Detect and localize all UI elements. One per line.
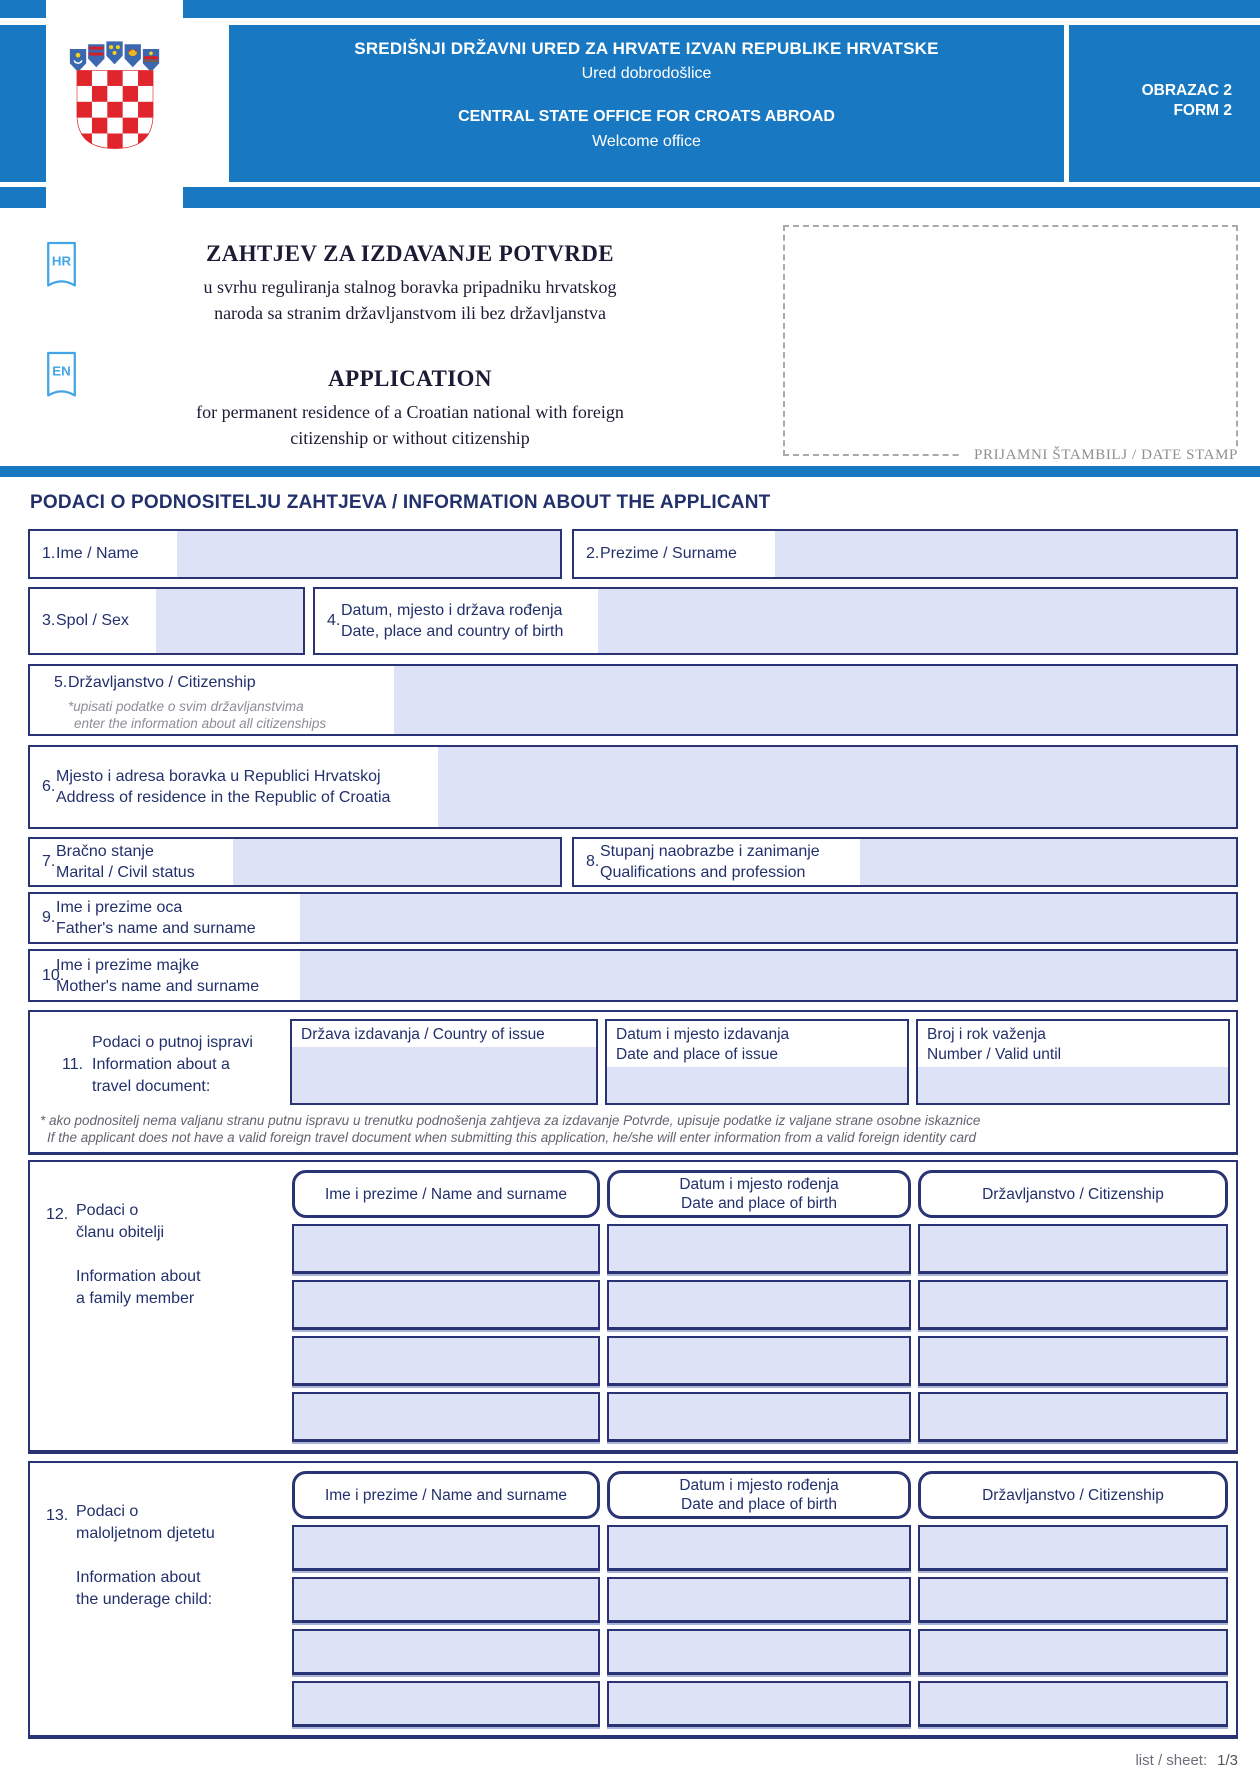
office-subname-en: Welcome office	[592, 133, 701, 150]
field-number: 8.	[586, 853, 600, 870]
field-number: 5.	[54, 674, 68, 691]
name-input[interactable]	[177, 531, 560, 577]
field-label-name: Ime / Name	[56, 545, 139, 562]
birth-input[interactable]	[598, 589, 1236, 653]
field-address	[28, 745, 1238, 829]
travel-date-place-of-issue	[605, 1019, 909, 1105]
field-number: 11.	[62, 1056, 84, 1073]
field-label-qualifications: Stupanj naobrazbe i zanimanje Qualifications and profession	[600, 843, 820, 881]
field-underage-child	[28, 1461, 1238, 1739]
family-member-birth-input[interactable]	[607, 1336, 911, 1386]
field-citizenship	[28, 664, 1238, 736]
section-divider-band	[0, 466, 1260, 477]
surname-input[interactable]	[775, 531, 1236, 577]
family-member-citizenship-input[interactable]	[918, 1224, 1228, 1274]
family-member-citizenship-input[interactable]	[918, 1336, 1228, 1386]
travel-document-label: 11. Podaci o putnoj ispravi Information about a travel document:	[62, 1034, 253, 1095]
child-name-input[interactable]	[292, 1525, 600, 1571]
crest-crown	[69, 41, 158, 72]
form-code-en: FORM 2	[1173, 102, 1232, 119]
column-header-citizenship: Državljanstvo / Citizenship	[918, 1471, 1228, 1519]
header-bottom-stripe	[0, 187, 1260, 208]
child-citizenship-input[interactable]	[918, 1577, 1228, 1623]
header-top-stripe	[0, 0, 1260, 18]
coat-of-arms-column	[46, 0, 183, 208]
field-name	[28, 529, 562, 579]
underage-child-table	[292, 1471, 1228, 1727]
field-number: 9.	[42, 909, 56, 926]
column-header-name: Ime i prezime / Name and surname	[292, 1471, 600, 1519]
sex-input[interactable]	[156, 589, 303, 653]
citizenship-input[interactable]	[394, 666, 1236, 734]
en-tag-label: EN	[52, 363, 71, 379]
field-label-birth: Datum, mjesto i država rođenja Date, place and country of birth	[341, 602, 564, 640]
title-hr: ZAHTJEV ZA IZDAVANJE POTVRDE	[205, 241, 615, 266]
family-member-label: 12. Podaci o članu obitelji Information about a family member	[46, 1202, 201, 1307]
date-stamp-label: PRIJAMNI ŠTAMBILJ / DATE STAMP	[962, 447, 1238, 464]
title-area	[0, 208, 1260, 463]
travel-country-of-issue	[290, 1019, 598, 1105]
country-of-issue-label: Država izdavanja / Country of issue	[301, 1026, 545, 1043]
number-validity-input[interactable]	[918, 1067, 1228, 1103]
citizenship-note: *upisati podatke o svim državljanstvima enter the information about all citizenships	[68, 699, 327, 731]
field-qualifications	[572, 837, 1238, 887]
child-birth-input[interactable]	[607, 1681, 911, 1727]
field-label-address: Mjesto i adresa boravka u Republici Hrvatskoj Address of residence in the Republic of Croatia	[56, 768, 391, 806]
office-name-hr: SREDIŠNJI DRŽAVNI URED ZA HRVATE IZVAN REPUBLIKE HRVATSKE	[354, 39, 939, 58]
field-number: 12.	[46, 1206, 69, 1223]
header	[0, 0, 1260, 208]
family-member-name-input[interactable]	[292, 1392, 600, 1442]
date-place-of-issue-label: Datum i mjesto izdavanja Date and place of issue	[616, 1026, 790, 1063]
column-header-citizenship: Državljanstvo / Citizenship	[918, 1170, 1228, 1218]
family-member-birth-input[interactable]	[607, 1280, 911, 1330]
sheet-counter	[0, 1752, 1238, 1769]
office-name-en: CENTRAL STATE OFFICE FOR CROATS ABROAD	[458, 108, 835, 125]
field-family-member	[28, 1160, 1238, 1454]
column-header-birth: Datum i mjesto rođenja Date and place of birth	[607, 1170, 911, 1218]
child-name-input[interactable]	[292, 1577, 600, 1623]
child-citizenship-input[interactable]	[918, 1525, 1228, 1571]
country-of-issue-input[interactable]	[292, 1047, 596, 1103]
child-birth-input[interactable]	[607, 1629, 911, 1675]
family-member-birth-input[interactable]	[607, 1392, 911, 1442]
child-birth-input[interactable]	[607, 1525, 911, 1571]
form-code-hr: OBRAZAC 2	[1141, 82, 1232, 99]
field-number: 4.	[327, 612, 341, 629]
father-name-input[interactable]	[300, 894, 1236, 942]
field-number: 2.	[586, 545, 600, 562]
office-subname-hr: Ured dobrodošlice	[581, 65, 712, 82]
family-member-birth-input[interactable]	[607, 1224, 911, 1274]
number-validity-label: Broj i rok važenja Number / Valid until	[927, 1026, 1062, 1063]
title-en: APPLICATION	[328, 366, 492, 391]
address-input[interactable]	[438, 747, 1236, 827]
child-name-input[interactable]	[292, 1681, 600, 1727]
family-member-name-input[interactable]	[292, 1224, 600, 1274]
child-citizenship-input[interactable]	[918, 1629, 1228, 1675]
field-father-name	[28, 892, 1238, 944]
section-title: PODACI O PODNOSITELJU ZAHTJEVA / INFORMATION ABOUT THE APPLICANT	[30, 492, 771, 513]
family-member-citizenship-input[interactable]	[918, 1280, 1228, 1330]
sheet-value: 1/3	[1217, 1752, 1238, 1769]
application-title-en	[110, 366, 710, 451]
family-member-table	[292, 1170, 1228, 1442]
hr-language-bookmark-icon	[46, 241, 77, 288]
field-number: 13.	[46, 1507, 69, 1524]
family-member-name-input[interactable]	[292, 1336, 600, 1386]
field-number: 7.	[42, 853, 56, 870]
marital-status-input[interactable]	[233, 839, 560, 885]
family-member-citizenship-input[interactable]	[918, 1392, 1228, 1442]
date-stamp-box	[783, 225, 1238, 463]
croatia-coat-of-arms-icon	[67, 34, 163, 160]
field-label-surname: Prezime / Surname	[600, 545, 737, 562]
child-birth-input[interactable]	[607, 1577, 911, 1623]
field-birth	[313, 587, 1238, 655]
field-number: 6.	[42, 778, 56, 795]
subtitle-en: for permanent residence of a Croatian national with foreign citizenship or without citizenship	[196, 402, 624, 448]
date-place-of-issue-input[interactable]	[607, 1067, 907, 1103]
column-header-birth: Datum i mjesto rođenja Date and place of birth	[607, 1471, 911, 1519]
qualifications-input[interactable]	[860, 839, 1236, 885]
sheet-label: list / sheet:	[1135, 1752, 1208, 1769]
subtitle-hr: u svrhu reguliranja stalnog boravka pripadniku hrvatskog naroda sa stranim državljanstvom ili bez državljanstva	[203, 277, 617, 323]
applicant-form	[28, 529, 1238, 1739]
hr-tag-label: HR	[51, 253, 72, 269]
application-title-hr	[110, 241, 710, 326]
field-surname	[572, 529, 1238, 579]
travel-document-note: * ako podnositelj nema valjanu stranu putnu ispravu u trenutku podnošenja zahtjeva za izdavanje Potvrde, upisuje podatke iz valjane strane osobne iskaznice If the applicant does not have a valid foreign travel document when submitting this application, he/she will enter information from a valid foreign identity card	[40, 1113, 981, 1145]
field-label-sex: Spol / Sex	[56, 612, 129, 629]
field-label-marital: Bračno stanje Marital / Civil status	[56, 843, 195, 881]
field-sex	[28, 587, 305, 655]
field-label-father: Ime i prezime oca Father's name and surname	[56, 899, 256, 937]
field-marital-status	[28, 837, 562, 887]
child-name-input[interactable]	[292, 1629, 600, 1675]
field-number: 1.	[42, 545, 56, 562]
field-travel-document	[28, 1010, 1238, 1155]
family-member-name-input[interactable]	[292, 1280, 600, 1330]
field-number: 3.	[42, 612, 56, 629]
form-code-band	[1069, 25, 1260, 182]
child-citizenship-input[interactable]	[918, 1681, 1228, 1727]
underage-child-label: 13. Podaci o maloljetnom djetetu Information about the underage child:	[46, 1503, 215, 1608]
field-mother-name	[28, 949, 1238, 1002]
field-number: 10.	[42, 966, 65, 984]
header-left-band	[0, 25, 46, 182]
crest-checkerboard	[76, 70, 153, 152]
column-header-name: Ime i prezime / Name and surname	[292, 1170, 600, 1218]
travel-number-validity	[916, 1019, 1230, 1105]
mother-name-input[interactable]	[300, 951, 1236, 1000]
field-label-mother: Ime i prezime majke Mother's name and surname	[56, 956, 260, 995]
en-language-bookmark-icon	[46, 351, 77, 398]
field-label-citizenship: Državljanstvo / Citizenship	[68, 674, 256, 691]
office-title-band	[229, 25, 1064, 182]
